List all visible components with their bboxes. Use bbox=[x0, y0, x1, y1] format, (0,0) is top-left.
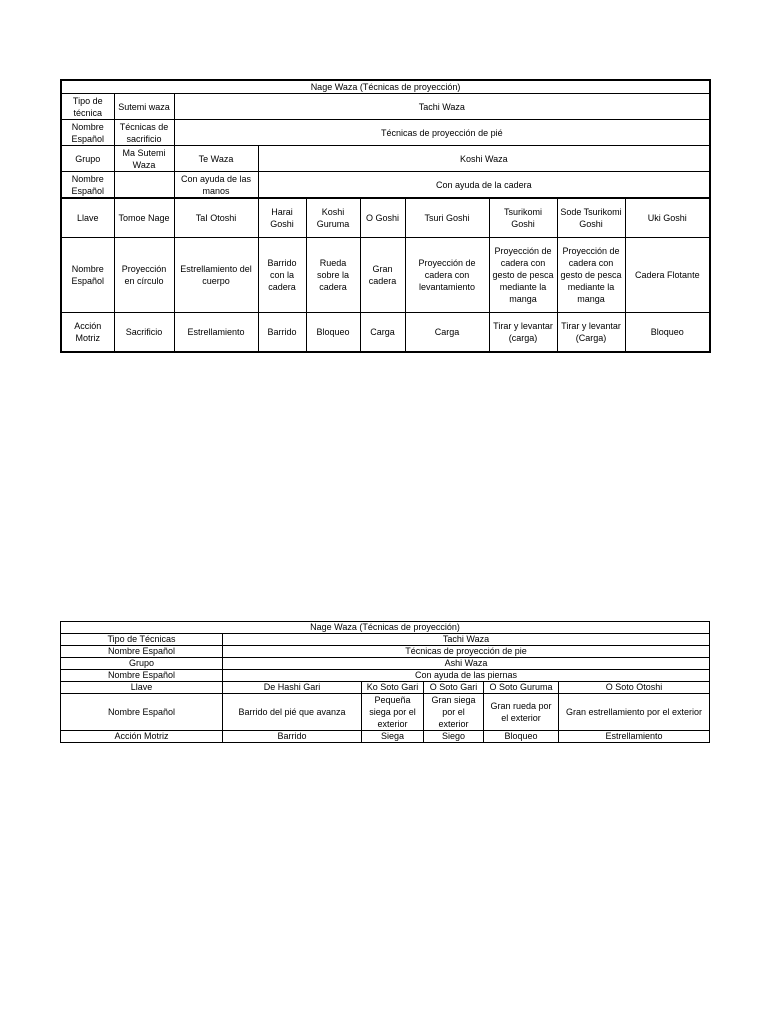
row-label: Nombre Español bbox=[61, 172, 114, 199]
table-cell: Con ayuda de la cadera bbox=[258, 172, 710, 199]
table-cell: Proyección de cadera con gesto de pesca mediante la manga bbox=[489, 238, 557, 313]
table-cell: O Soto Otoshi bbox=[559, 682, 710, 694]
row-label: Acción Motriz bbox=[61, 731, 223, 743]
table-cell: Koshi Guruma bbox=[306, 198, 360, 238]
table2-grupo-row bbox=[61, 658, 710, 670]
row-label: Grupo bbox=[61, 146, 114, 172]
table-cell: Tachi Waza bbox=[174, 94, 710, 120]
nage-waza-table-2 bbox=[60, 621, 710, 743]
table-cell: Ashi Waza bbox=[223, 658, 710, 670]
table-cell: Siega bbox=[362, 731, 424, 743]
table-cell: Gran siega por el exterior bbox=[424, 694, 484, 731]
table-cell: Ma Sutemi Waza bbox=[114, 146, 174, 172]
table-cell: Sode Tsurikomi Goshi bbox=[557, 198, 625, 238]
table-cell: Barrido con la cadera bbox=[258, 238, 306, 313]
table1-grupo-row bbox=[61, 146, 710, 172]
table-cell: Koshi Waza bbox=[258, 146, 710, 172]
table-cell: Barrido bbox=[223, 731, 362, 743]
table-cell: Estrellamiento del cuerpo bbox=[174, 238, 258, 313]
table-cell: Carga bbox=[360, 313, 405, 353]
table-cell: Sacrificio bbox=[114, 313, 174, 353]
table-cell bbox=[114, 172, 174, 199]
row-label: Nombre Español bbox=[61, 120, 114, 146]
table-cell: Bloqueo bbox=[625, 313, 710, 353]
table-cell: Siego bbox=[424, 731, 484, 743]
table-cell: Pequeña siega por el exterior bbox=[362, 694, 424, 731]
table-cell: Gran estrellamiento por el exterior bbox=[559, 694, 710, 731]
table-cell: Tirar y levantar (Carga) bbox=[557, 313, 625, 353]
table-cell: Cadera Flotante bbox=[625, 238, 710, 313]
table-cell: Bloqueo bbox=[306, 313, 360, 353]
table2-nombre-row bbox=[61, 670, 710, 682]
row-label: Acción Motriz bbox=[61, 313, 114, 353]
table-cell: Tsurikomi Goshi bbox=[489, 198, 557, 238]
table2-nombre-row bbox=[61, 694, 710, 731]
table-cell: Proyección en círculo bbox=[114, 238, 174, 313]
table1-title: Nage Waza (Técnicas de proyección) bbox=[61, 80, 710, 94]
table1-nombre-row bbox=[61, 120, 710, 146]
row-label: Grupo bbox=[61, 658, 223, 670]
row-label: Nombre Español bbox=[61, 238, 114, 313]
table-cell: Gran cadera bbox=[360, 238, 405, 313]
table1-title-row bbox=[61, 80, 710, 94]
table2-title-row bbox=[61, 622, 710, 634]
table-cell: Tsuri Goshi bbox=[405, 198, 489, 238]
table-cell: TaI Otoshi bbox=[174, 198, 258, 238]
table2-nombre-row bbox=[61, 646, 710, 658]
table-cell: Con ayuda de las piernas bbox=[223, 670, 710, 682]
table2-tipo-row bbox=[61, 634, 710, 646]
row-label: Tipo de Técnicas bbox=[61, 634, 223, 646]
table1-tipo-row bbox=[61, 94, 710, 120]
table-cell: Ko Soto Gari bbox=[362, 682, 424, 694]
table-cell: Técnicas de proyección de pie bbox=[223, 646, 710, 658]
table-cell: Harai Goshi bbox=[258, 198, 306, 238]
table-cell: Técnicas de proyección de pié bbox=[174, 120, 710, 146]
table-cell: Bloqueo bbox=[484, 731, 559, 743]
row-label: Tipo de técnica bbox=[61, 94, 114, 120]
table-cell: Uki Goshi bbox=[625, 198, 710, 238]
table-cell: Técnicas de sacrificio bbox=[114, 120, 174, 146]
table-cell: O Goshi bbox=[360, 198, 405, 238]
table-cell: Barrido bbox=[258, 313, 306, 353]
row-label: Nombre Español bbox=[61, 646, 223, 658]
table1-nombre-row bbox=[61, 172, 710, 199]
table-cell: Sutemi waza bbox=[114, 94, 174, 120]
table-cell: Tomoe Nage bbox=[114, 198, 174, 238]
table-cell: Barrido del pié que avanza bbox=[223, 694, 362, 731]
table1-accion-row bbox=[61, 313, 710, 353]
row-label: Llave bbox=[61, 198, 114, 238]
row-label: Nombre Español bbox=[61, 694, 223, 731]
table2-accion-row bbox=[61, 731, 710, 743]
table-cell: Tirar y levantar (carga) bbox=[489, 313, 557, 353]
table-cell: Tachi Waza bbox=[223, 634, 710, 646]
table1-llave-row bbox=[61, 198, 710, 238]
table-cell: De Hashi Gari bbox=[223, 682, 362, 694]
table-cell: Estrellamiento bbox=[174, 313, 258, 353]
row-label: Llave bbox=[61, 682, 223, 694]
table1-nombre-row bbox=[61, 238, 710, 313]
nage-waza-table-1 bbox=[60, 79, 711, 353]
row-label: Nombre Español bbox=[61, 670, 223, 682]
table-cell: O Soto Guruma bbox=[484, 682, 559, 694]
table-cell: Con ayuda de las manos bbox=[174, 172, 258, 199]
table-cell: Proyección de cadera con gesto de pesca mediante la manga bbox=[557, 238, 625, 313]
table-cell: Estrellamiento bbox=[559, 731, 710, 743]
table-cell: Gran rueda por el exterior bbox=[484, 694, 559, 731]
table-cell: O Soto Gari bbox=[424, 682, 484, 694]
table-cell: Te Waza bbox=[174, 146, 258, 172]
table-cell: Proyección de cadera con levantamiento bbox=[405, 238, 489, 313]
table2-llave-row bbox=[61, 682, 710, 694]
table2-title: Nage Waza (Técnicas de proyección) bbox=[61, 622, 710, 634]
table-cell: Rueda sobre la cadera bbox=[306, 238, 360, 313]
table-cell: Carga bbox=[405, 313, 489, 353]
